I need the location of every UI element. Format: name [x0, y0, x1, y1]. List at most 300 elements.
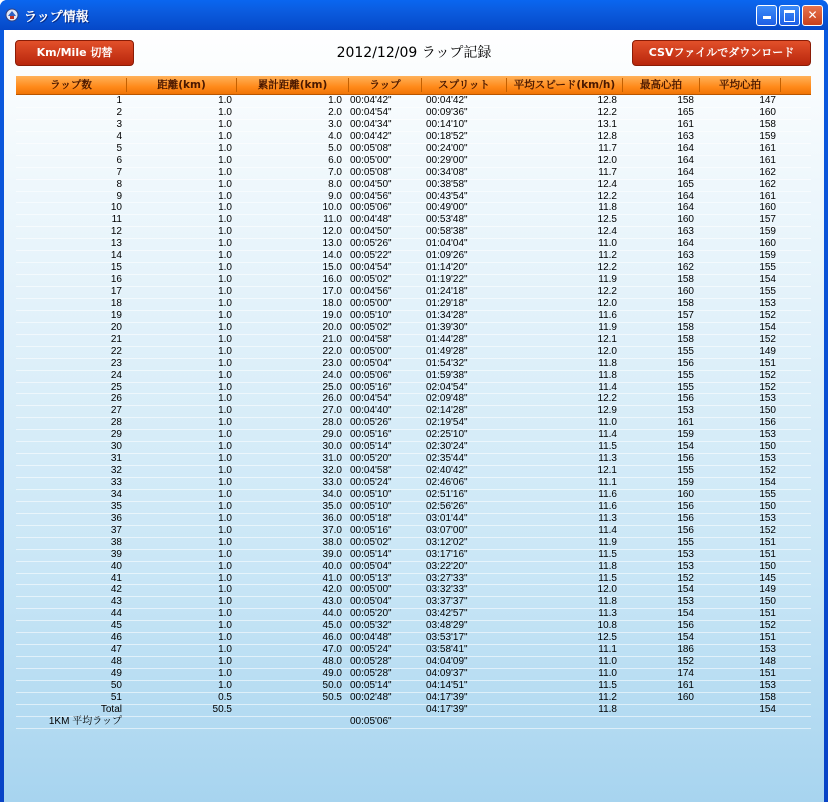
- lap-distance-cell: 1.0: [218, 500, 232, 512]
- lap-number-cell: 50: [110, 679, 122, 691]
- avg-heart-rate-cell: 159: [759, 226, 776, 238]
- cumulative-distance-cell: 37.0: [322, 524, 342, 536]
- max-heart-rate-cell: 156: [677, 620, 694, 632]
- lap-time-cell: 00:02'48": [350, 691, 392, 703]
- lap-time-cell: 00:05'08": [350, 142, 392, 154]
- split-time-cell: 03:37'37": [426, 596, 468, 608]
- lap-number-cell: 46: [110, 632, 122, 644]
- max-heart-rate-cell: 164: [677, 202, 694, 214]
- lap-time-cell: 00:05'00": [350, 584, 392, 596]
- split-time-cell: 03:01'44": [426, 512, 468, 524]
- cumulative-distance-cell: 41.0: [322, 572, 342, 584]
- lap-number-cell: 9: [116, 190, 122, 202]
- lap-number-cell: 20: [110, 321, 122, 333]
- avg-heart-rate-cell: 161: [759, 190, 776, 202]
- cumulative-distance-cell: 1.0: [328, 95, 342, 106]
- split-time-cell: 02:46'06": [426, 477, 468, 488]
- max-heart-rate-cell: 156: [677, 393, 694, 405]
- title-bar[interactable]: [0, 0, 828, 30]
- lap-number-cell: Total: [100, 703, 122, 715]
- split-time-cell: 02:14'28": [426, 405, 468, 417]
- avg-speed-cell: 12.0: [597, 154, 617, 166]
- split-time-cell: 02:25'10": [426, 429, 468, 441]
- lap-distance-cell: 1.0: [218, 250, 232, 262]
- avg-heart-rate-cell: 161: [759, 142, 776, 154]
- cumulative-distance-cell: 42.0: [322, 584, 342, 596]
- avg-heart-rate-cell: 153: [759, 297, 776, 309]
- lap-distance-cell: 1.0: [218, 620, 232, 632]
- lap-distance-cell: 1.0: [218, 584, 232, 596]
- lap-distance-cell: 1.0: [218, 202, 232, 214]
- lap-number-cell: 4: [116, 130, 122, 142]
- lap-number-cell: 34: [110, 488, 122, 500]
- cumulative-distance-cell: 45.0: [322, 620, 342, 632]
- cumulative-distance-cell: 5.0: [328, 142, 342, 154]
- max-heart-rate-cell: 155: [677, 465, 694, 477]
- max-heart-rate-cell: 154: [677, 632, 694, 644]
- lap-number-cell: 7: [116, 166, 122, 178]
- lap-number-cell: 42: [110, 584, 122, 596]
- lap-time-cell: 00:04'58": [350, 465, 392, 477]
- avg-heart-rate-cell: 153: [759, 393, 776, 405]
- max-heart-rate-cell: 160: [677, 214, 694, 226]
- table-row: [16, 717, 811, 729]
- avg-heart-rate-cell: 160: [759, 106, 776, 118]
- avg-speed-cell: 11.1: [598, 644, 617, 656]
- lap-distance-cell: 1.0: [218, 512, 232, 524]
- cumulative-distance-cell: 32.0: [322, 465, 342, 477]
- lap-time-cell: 00:04'54": [350, 262, 392, 274]
- app-icon: [5, 8, 19, 22]
- split-time-cell: 02:09'48": [426, 393, 468, 405]
- cumulative-distance-cell: 8.0: [328, 178, 342, 190]
- cumulative-distance-cell: 25.0: [322, 381, 342, 393]
- lap-distance-cell: 1.0: [218, 536, 232, 548]
- max-heart-rate-cell: 158: [677, 95, 694, 106]
- lap-time-cell: 00:04'56": [350, 286, 392, 297]
- avg-speed-cell: 12.0: [597, 297, 617, 309]
- avg-speed-cell: 11.5: [598, 441, 617, 453]
- max-heart-rate-cell: 158: [677, 297, 694, 309]
- avg-speed-cell: 12.8: [597, 130, 617, 142]
- lap-distance-cell: 1.0: [218, 274, 232, 286]
- lap-time-cell: 00:05'14": [350, 441, 392, 453]
- max-heart-rate-cell: 160: [677, 691, 694, 703]
- max-heart-rate-cell: 155: [677, 345, 694, 357]
- max-heart-rate-cell: 156: [677, 357, 694, 369]
- unit-toggle-button[interactable]: Km/Mile 切替: [15, 40, 134, 66]
- cumulative-distance-cell: 28.0: [322, 417, 342, 429]
- cumulative-distance-cell: 23.0: [322, 357, 342, 369]
- max-heart-rate-cell: 156: [677, 524, 694, 536]
- split-time-cell: 04:14'51": [426, 679, 468, 691]
- avg-heart-rate-cell: 152: [759, 620, 776, 632]
- split-time-cell: 01:24'18": [426, 286, 468, 297]
- lap-number-cell: 11: [111, 214, 122, 226]
- header-avg-hr: 平均心拍: [719, 79, 761, 91]
- avg-heart-rate-cell: 161: [759, 154, 776, 166]
- avg-heart-rate-cell: 153: [759, 679, 776, 691]
- lap-number-cell: 16: [110, 274, 122, 286]
- lap-distance-cell: 1.0: [218, 429, 232, 441]
- max-heart-rate-cell: 164: [677, 238, 694, 250]
- lap-time-cell: 00:05'18": [350, 512, 392, 524]
- avg-speed-cell: 11.3: [598, 453, 617, 465]
- cumulative-distance-cell: 43.0: [322, 596, 342, 608]
- avg-heart-rate-cell: 145: [759, 572, 776, 584]
- avg-speed-cell: 11.4: [598, 524, 617, 536]
- avg-heart-rate-cell: 159: [759, 130, 776, 142]
- max-heart-rate-cell: 159: [677, 477, 694, 488]
- split-time-cell: 04:09'37": [426, 668, 468, 679]
- max-heart-rate-cell: 153: [677, 405, 694, 417]
- split-time-cell: 03:53'17": [426, 632, 468, 644]
- lap-table-body: [16, 96, 811, 729]
- lap-number-cell: 40: [110, 560, 122, 572]
- avg-speed-cell: 11.4: [598, 429, 617, 441]
- avg-speed-cell: 11.5: [598, 548, 617, 560]
- cumulative-distance-cell: 3.0: [328, 118, 342, 130]
- avg-speed-cell: 12.0: [597, 584, 617, 596]
- max-heart-rate-cell: 157: [677, 309, 694, 321]
- lap-distance-cell: 1.0: [218, 238, 232, 250]
- avg-heart-rate-cell: 151: [759, 357, 776, 369]
- cumulative-distance-cell: 7.0: [328, 166, 342, 178]
- lap-time-cell: 00:05'06": [350, 202, 392, 214]
- table-header: [16, 76, 811, 95]
- max-heart-rate-cell: 160: [677, 488, 694, 500]
- lap-time-cell: 00:04'54": [350, 106, 392, 118]
- max-heart-rate-cell: 158: [677, 321, 694, 333]
- lap-number-cell: 30: [110, 441, 122, 453]
- cumulative-distance-cell: 36.0: [322, 512, 342, 524]
- cumulative-distance-cell: 2.0: [328, 106, 342, 118]
- lap-time-cell: 00:05'02": [350, 536, 392, 548]
- avg-speed-cell: 11.4: [598, 381, 617, 393]
- csv-download-button[interactable]: CSVファイルでダウンロード: [632, 40, 811, 66]
- split-time-cell: 01:19'22": [426, 274, 468, 286]
- lap-distance-cell: 50.5: [212, 703, 232, 715]
- avg-heart-rate-cell: 149: [759, 345, 776, 357]
- header-lap-count: ラップ数: [50, 79, 92, 91]
- cumulative-distance-cell: 21.0: [322, 333, 342, 345]
- split-time-cell: 03:42'57": [426, 608, 468, 620]
- lap-time-cell: 00:05'20": [350, 608, 392, 620]
- avg-speed-cell: 11.3: [598, 512, 617, 524]
- avg-heart-rate-cell: 154: [759, 274, 776, 286]
- cumulative-distance-cell: 24.0: [322, 369, 342, 381]
- cumulative-distance-cell: 22.0: [322, 345, 342, 357]
- avg-speed-cell: 11.0: [598, 668, 617, 679]
- lap-number-cell: 49: [110, 668, 122, 679]
- split-time-cell: 00:53'48": [426, 214, 468, 226]
- split-time-cell: 00:38'58": [426, 178, 468, 190]
- lap-number-cell: 32: [110, 465, 122, 477]
- cumulative-distance-cell: 10.0: [322, 202, 342, 214]
- avg-heart-rate-cell: 150: [759, 596, 776, 608]
- lap-number-cell: 19: [110, 309, 122, 321]
- lap-number-cell: 28: [110, 417, 122, 429]
- split-time-cell: 00:29'00": [426, 154, 468, 166]
- lap-time-cell: 00:05'16": [350, 524, 392, 536]
- lap-distance-cell: 1.0: [218, 488, 232, 500]
- cumulative-distance-cell: 18.0: [322, 297, 342, 309]
- lap-time-cell: 00:04'56": [350, 190, 392, 202]
- lap-number-cell: 45: [110, 620, 122, 632]
- max-heart-rate-cell: 162: [677, 262, 694, 274]
- lap-distance-cell: 1.0: [218, 262, 232, 274]
- lap-distance-cell: 1.0: [218, 417, 232, 429]
- lap-time-cell: 00:04'50": [350, 226, 392, 238]
- avg-heart-rate-cell: 152: [759, 381, 776, 393]
- split-time-cell: 01:39'30": [426, 321, 468, 333]
- cumulative-distance-cell: 9.0: [328, 190, 342, 202]
- lap-distance-cell: 1.0: [218, 524, 232, 536]
- split-time-cell: 02:30'24": [426, 441, 468, 453]
- lap-distance-cell: 1.0: [218, 477, 232, 488]
- max-heart-rate-cell: 156: [677, 512, 694, 524]
- cumulative-distance-cell: 14.0: [322, 250, 342, 262]
- lap-time-cell: 00:05'00": [350, 345, 392, 357]
- split-time-cell: 02:56'26": [426, 500, 468, 512]
- avg-heart-rate-cell: 152: [759, 369, 776, 381]
- lap-time-cell: 00:05'00": [350, 297, 392, 309]
- lap-number-cell: 37: [110, 524, 122, 536]
- avg-heart-rate-cell: 147: [759, 95, 776, 106]
- split-time-cell: 02:19'54": [426, 417, 468, 429]
- cumulative-distance-cell: 17.0: [322, 286, 342, 297]
- split-time-cell: 00:43'54": [426, 190, 468, 202]
- cumulative-distance-cell: 40.0: [322, 560, 342, 572]
- lap-number-cell: 27: [110, 405, 122, 417]
- avg-heart-rate-cell: 150: [759, 441, 776, 453]
- lap-number-cell: 18: [110, 297, 122, 309]
- avg-heart-rate-cell: 152: [759, 309, 776, 321]
- split-time-cell: 02:35'44": [426, 453, 468, 465]
- lap-time-cell: 00:05'24": [350, 477, 392, 488]
- lap-number-cell: 2: [116, 106, 122, 118]
- lap-number-cell: 51: [110, 691, 122, 703]
- max-heart-rate-cell: 154: [677, 608, 694, 620]
- maximize-button[interactable]: [779, 5, 800, 26]
- avg-speed-cell: 12.1: [597, 333, 617, 345]
- cumulative-distance-cell: 33.0: [322, 477, 342, 488]
- avg-speed-cell: 11.7: [598, 142, 617, 154]
- max-heart-rate-cell: 154: [677, 584, 694, 596]
- lap-time-cell: 00:05'06": [350, 369, 392, 381]
- cumulative-distance-cell: 35.0: [322, 500, 342, 512]
- lap-time-cell: 00:04'42": [350, 130, 392, 142]
- max-heart-rate-cell: 152: [677, 656, 694, 668]
- avg-speed-cell: 12.9: [597, 405, 617, 417]
- avg-heart-rate-cell: 152: [759, 524, 776, 536]
- lap-number-cell: 41: [110, 572, 122, 584]
- lap-distance-cell: 1.0: [218, 608, 232, 620]
- split-time-cell: 00:34'08": [426, 166, 468, 178]
- avg-heart-rate-cell: 150: [759, 405, 776, 417]
- avg-heart-rate-cell: 155: [759, 262, 776, 274]
- lap-number-cell: 10: [110, 202, 122, 214]
- split-time-cell: 02:04'54": [426, 381, 468, 393]
- maximize-icon: [784, 10, 795, 22]
- lap-distance-cell: 0.5: [218, 691, 232, 703]
- lap-distance-cell: 1.0: [218, 154, 232, 166]
- lap-time-cell: 00:05'16": [350, 429, 392, 441]
- lap-number-cell: 13: [110, 238, 122, 250]
- lap-distance-cell: 1.0: [218, 321, 232, 333]
- avg-heart-rate-cell: 151: [759, 536, 776, 548]
- lap-time-cell: 00:05'00": [350, 154, 392, 166]
- lap-distance-cell: 1.0: [218, 369, 232, 381]
- header-max-hr: 最高心拍: [640, 79, 682, 91]
- avg-speed-cell: 11.8: [598, 369, 617, 381]
- split-time-cell: 00:24'00": [426, 142, 468, 154]
- avg-heart-rate-cell: 162: [759, 166, 776, 178]
- split-time-cell: 02:51'16": [426, 488, 468, 500]
- lap-distance-cell: 1.0: [218, 226, 232, 238]
- cumulative-distance-cell: 44.0: [322, 608, 342, 620]
- lap-number-cell: 3: [116, 118, 122, 130]
- cumulative-distance-cell: 27.0: [322, 405, 342, 417]
- split-time-cell: 03:07'00": [426, 524, 468, 536]
- cumulative-distance-cell: 50.5: [322, 691, 342, 703]
- max-heart-rate-cell: 163: [677, 226, 694, 238]
- max-heart-rate-cell: 165: [677, 178, 694, 190]
- lap-time-cell: 00:05'02": [350, 274, 392, 286]
- avg-heart-rate-cell: 151: [759, 632, 776, 644]
- close-icon: ✕: [807, 8, 818, 22]
- split-time-cell: 03:58'41": [426, 644, 468, 656]
- split-time-cell: 01:44'28": [426, 333, 468, 345]
- page-title: 2012/12/09 ラップ記録: [336, 45, 492, 61]
- lap-number-cell: 1: [116, 95, 122, 106]
- lap-distance-cell: 1.0: [218, 381, 232, 393]
- lap-distance-cell: 1.0: [218, 95, 232, 106]
- lap-distance-cell: 1.0: [218, 166, 232, 178]
- lap-time-cell: 00:05'14": [350, 679, 392, 691]
- lap-distance-cell: 1.0: [218, 465, 232, 477]
- avg-heart-rate-cell: 153: [759, 429, 776, 441]
- avg-heart-rate-cell: 149: [759, 584, 776, 596]
- split-time-cell: 03:32'33": [426, 584, 468, 596]
- lap-number-cell: 25: [110, 381, 122, 393]
- max-heart-rate-cell: 153: [677, 596, 694, 608]
- cumulative-distance-cell: 15.0: [322, 262, 342, 274]
- lap-time-cell: 00:05'13": [350, 572, 392, 584]
- client-area: [4, 30, 824, 802]
- cumulative-distance-cell: 26.0: [322, 393, 342, 405]
- avg-speed-cell: 13.1: [597, 118, 617, 130]
- max-heart-rate-cell: 161: [677, 417, 694, 429]
- avg-heart-rate-cell: 151: [759, 608, 776, 620]
- avg-speed-cell: 11.5: [598, 572, 617, 584]
- lap-time-cell: 00:05'24": [350, 644, 392, 656]
- avg-heart-rate-cell: 159: [759, 250, 776, 262]
- split-time-cell: 00:49'00": [426, 202, 468, 214]
- lap-number-cell: 43: [110, 596, 122, 608]
- cumulative-distance-cell: 19.0: [322, 309, 342, 321]
- avg-heart-rate-cell: 153: [759, 644, 776, 656]
- max-heart-rate-cell: 152: [677, 572, 694, 584]
- lap-distance-cell: 1.0: [218, 405, 232, 417]
- lap-distance-cell: 1.0: [218, 632, 232, 644]
- split-time-cell: 04:17'39": [426, 691, 468, 703]
- lap-distance-cell: 1.0: [218, 644, 232, 656]
- lap-time-cell: 00:05'04": [350, 560, 392, 572]
- lap-time-cell: 00:05'04": [350, 357, 392, 369]
- max-heart-rate-cell: 186: [677, 644, 694, 656]
- close-button[interactable]: [802, 5, 823, 26]
- avg-speed-cell: 11.0: [598, 238, 617, 250]
- lap-time-cell: 00:05'32": [350, 620, 392, 632]
- max-heart-rate-cell: 158: [677, 333, 694, 345]
- split-time-cell: 01:54'32": [426, 357, 468, 369]
- max-heart-rate-cell: 156: [677, 453, 694, 465]
- avg-speed-cell: 12.2: [597, 106, 617, 118]
- lap-time-cell: 00:05'20": [350, 453, 392, 465]
- lap-number-cell: 31: [110, 453, 122, 465]
- max-heart-rate-cell: 159: [677, 429, 694, 441]
- avg-heart-rate-cell: 152: [759, 333, 776, 345]
- lap-time-cell: 00:05'22": [350, 250, 392, 262]
- lap-time-cell: 00:05'02": [350, 321, 392, 333]
- max-heart-rate-cell: 164: [677, 154, 694, 166]
- lap-time-cell: 00:05'04": [350, 596, 392, 608]
- avg-heart-rate-cell: 150: [759, 500, 776, 512]
- avg-heart-rate-cell: 151: [759, 668, 776, 679]
- avg-speed-cell: 12.5: [597, 632, 617, 644]
- lap-number-cell: 14: [110, 250, 122, 262]
- split-time-cell: 02:40'42": [426, 465, 468, 477]
- lap-number-cell: 5: [116, 142, 122, 154]
- lap-distance-cell: 1.0: [218, 357, 232, 369]
- avg-heart-rate-cell: 157: [759, 214, 776, 226]
- lap-distance-cell: 1.0: [218, 393, 232, 405]
- avg-speed-cell: 11.2: [598, 250, 617, 262]
- lap-distance-cell: 1.0: [218, 453, 232, 465]
- lap-time-cell: 00:05'10": [350, 488, 392, 500]
- avg-speed-cell: 12.2: [597, 262, 617, 274]
- header-distance: 距離(km): [157, 79, 206, 91]
- avg-heart-rate-cell: 156: [759, 417, 776, 429]
- lap-time-cell: 00:05'16": [350, 381, 392, 393]
- avg-heart-rate-cell: 158: [759, 691, 776, 703]
- avg-speed-cell: 11.5: [598, 679, 617, 691]
- lap-number-cell: 17: [110, 286, 122, 297]
- lap-time-cell: 00:05'26": [350, 417, 392, 429]
- split-time-cell: 00:18'52": [426, 130, 468, 142]
- lap-distance-cell: 1.0: [218, 142, 232, 154]
- lap-time-cell: 00:04'48": [350, 214, 392, 226]
- avg-speed-cell: 11.9: [598, 321, 617, 333]
- lap-time-cell: 00:05'10": [350, 309, 392, 321]
- avg-heart-rate-cell: 154: [759, 703, 776, 715]
- cumulative-distance-cell: 4.0: [328, 130, 342, 142]
- avg-heart-rate-cell: 155: [759, 488, 776, 500]
- max-heart-rate-cell: 154: [677, 441, 694, 453]
- lap-time-cell: 00:05'28": [350, 668, 392, 679]
- minimize-button[interactable]: [756, 5, 777, 26]
- cumulative-distance-cell: 50.0: [322, 679, 342, 691]
- avg-speed-cell: 11.3: [598, 608, 617, 620]
- avg-speed-cell: 12.0: [597, 345, 617, 357]
- avg-speed-cell: 12.4: [597, 226, 617, 238]
- avg-speed-cell: 11.8: [598, 202, 617, 214]
- lap-number-cell: 47: [110, 644, 122, 656]
- cumulative-distance-cell: 49.0: [322, 668, 342, 679]
- lap-number-cell: 44: [110, 608, 122, 620]
- avg-speed-cell: 11.2: [598, 691, 617, 703]
